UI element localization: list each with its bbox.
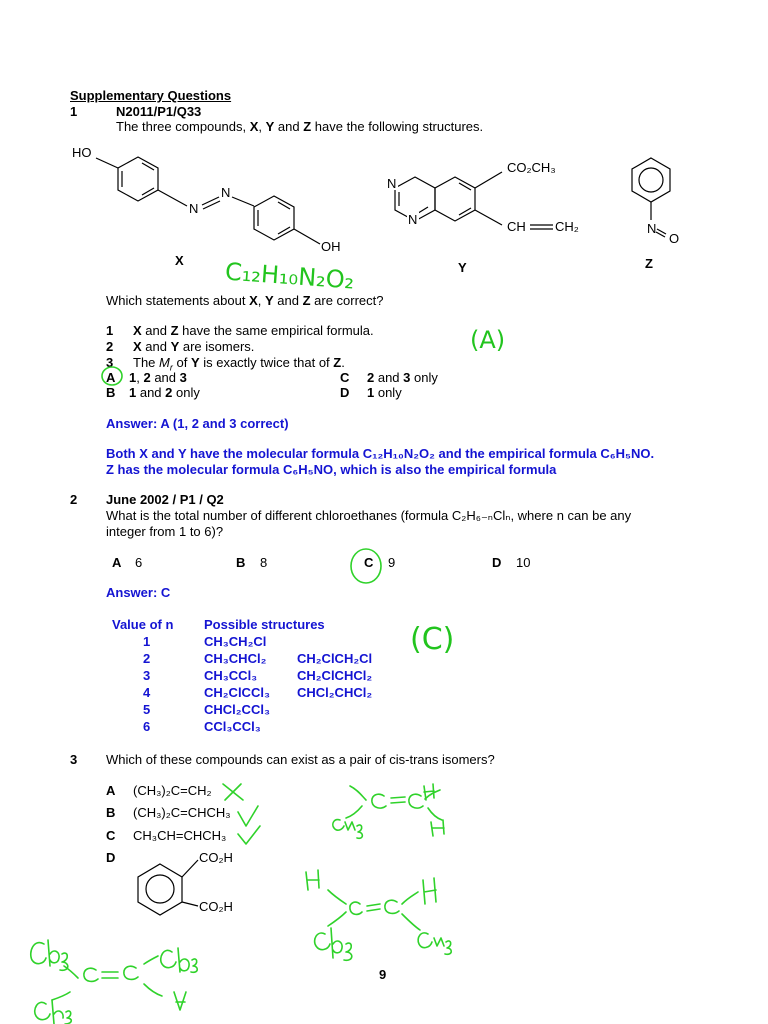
q3-question: Which of these compounds can exist as a pair of cis-trans isomers?	[106, 752, 495, 767]
y-n2-label: N	[408, 212, 418, 227]
x-oh-label: OH	[321, 239, 341, 254]
q2-row-4-s1: CH₂ClCCl₃	[204, 685, 270, 700]
q1-option-b[interactable]: 1 and 2 only	[129, 385, 200, 400]
q2-option-a-letter[interactable]: A	[112, 555, 122, 570]
x-n2-label: N	[221, 185, 231, 200]
x-n1-label: N	[189, 201, 199, 216]
section-heading: Supplementary Questions	[70, 88, 232, 103]
statement-1: X and Z have the same empirical formula.	[133, 323, 374, 338]
q1-explanation-1: Both X and Y have the molecular formula C₁₂H₁₀N₂O₂ and the empirical formula C₆H₅NO.	[106, 446, 655, 461]
handwritten-formula: C₁₂H₁₀N₂O₂	[224, 257, 356, 295]
statement-1-number: 1	[106, 323, 114, 338]
statement-2-number: 2	[106, 339, 114, 354]
q2-table-header-n: Value of n	[112, 617, 174, 632]
q1-number: 1	[70, 104, 78, 119]
q2-option-a[interactable]: 6	[135, 555, 143, 570]
q1-explanation-2: Z has the molecular formula C₆H₅NO, which is also the empirical formula	[106, 462, 557, 477]
q2-row-6-n: 6	[143, 719, 151, 734]
q2-answer: Answer: C	[106, 585, 171, 600]
q2-row-2-s1: CH₃CHCl₂	[204, 651, 267, 666]
q1-question: Which statements about X, Y and Z are correct?	[106, 293, 384, 308]
y-ch-label: CH	[507, 219, 526, 234]
q3-number: 3	[70, 752, 78, 767]
q1-option-b-letter[interactable]: B	[106, 385, 116, 400]
handwritten-answer-a: (A)	[470, 326, 506, 354]
q2-option-b-letter[interactable]: B	[236, 555, 246, 570]
q2-row-1-n: 1	[143, 634, 151, 649]
q3-option-b-letter[interactable]: B	[106, 805, 116, 820]
q1-option-a-letter[interactable]: A	[106, 370, 116, 385]
q1-option-d-letter[interactable]: D	[340, 385, 350, 400]
q1-option-a[interactable]: 1, 2 and 3	[129, 370, 187, 385]
q2-row-6-s1: CCl₃CCl₃	[204, 719, 261, 734]
page-number: 9	[379, 967, 387, 982]
q2-question-line1: What is the total number of different chloroethanes (formula C₂H₆₋ₙClₙ, where n can be any	[106, 508, 632, 523]
q2-row-4-n: 4	[143, 685, 151, 700]
q1-intro: The three compounds, X, Y and Z have the following structures.	[116, 119, 484, 134]
z-o-label: O	[669, 231, 680, 246]
q2-row-2-n: 2	[143, 651, 151, 666]
q1-option-c-letter[interactable]: C	[340, 370, 350, 385]
statement-3-number: 3	[106, 355, 114, 370]
q2-code: June 2002 / P1 / Q2	[106, 492, 224, 507]
q2-row-3-s1: CH₃CCl₃	[204, 668, 258, 683]
y-n1-label: N	[387, 176, 397, 191]
z-n-label: N	[647, 221, 657, 236]
handwritten-answer-c: (C)	[410, 622, 455, 657]
q2-row-3-n: 3	[143, 668, 151, 683]
q2-option-c-letter[interactable]: C	[364, 555, 374, 570]
q2-table-header-structures: Possible structures	[204, 617, 325, 632]
y-ch2-label: CH₂	[555, 219, 579, 234]
q2-row-4-s2: CHCl₂CHCl₂	[297, 685, 373, 700]
q2-row-5-s1: CHCl₂CCl₃	[204, 702, 270, 717]
d-co2h-top-label: CO₂H	[199, 850, 233, 865]
q2-row-2-s2: CH₂ClCH₂Cl	[297, 651, 373, 666]
q3-option-d-letter[interactable]: D	[106, 850, 116, 865]
statement-3: The $M_r$ of Y is exactly twice that of Z.	[133, 355, 345, 373]
q1-option-c[interactable]: 2 and 3 only	[367, 370, 438, 385]
q2-question-line2: integer from 1 to 6)?	[106, 524, 224, 539]
q1-code: N2011/P1/Q33	[116, 104, 202, 119]
d-co2h-bottom-label: CO₂H	[199, 899, 233, 914]
label-z: Z	[645, 256, 653, 271]
q2-option-d-letter[interactable]: D	[492, 555, 502, 570]
statement-2: X and Y are isomers.	[133, 339, 255, 354]
q3-option-c-letter[interactable]: C	[106, 828, 116, 843]
label-x: X	[175, 253, 184, 268]
q3-option-a[interactable]: (CH₃)₂C=CH₂	[133, 783, 212, 798]
q2-option-b[interactable]: 8	[260, 555, 268, 570]
q2-option-d[interactable]: 10	[516, 555, 531, 570]
q2-row-5-n: 5	[143, 702, 151, 717]
q2-number: 2	[70, 492, 78, 507]
label-y: Y	[458, 260, 467, 275]
q1-option-d[interactable]: 1 only	[367, 385, 402, 400]
q3-option-b[interactable]: (CH₃)₂C=CHCH₃	[133, 805, 231, 820]
y-ester-label: CO₂CH₃	[507, 160, 556, 175]
q1-answer: Answer: A (1, 2 and 3 correct)	[106, 416, 289, 431]
q2-option-c[interactable]: 9	[388, 555, 396, 570]
q3-option-c[interactable]: CH₃CH=CHCH₃	[133, 828, 227, 843]
q2-row-1-s1: CH₃CH₂Cl	[204, 634, 267, 649]
q3-option-a-letter[interactable]: A	[106, 783, 116, 798]
x-ho-label: HO	[72, 145, 92, 160]
q2-row-3-s2: CH₂ClCHCl₂	[297, 668, 373, 683]
